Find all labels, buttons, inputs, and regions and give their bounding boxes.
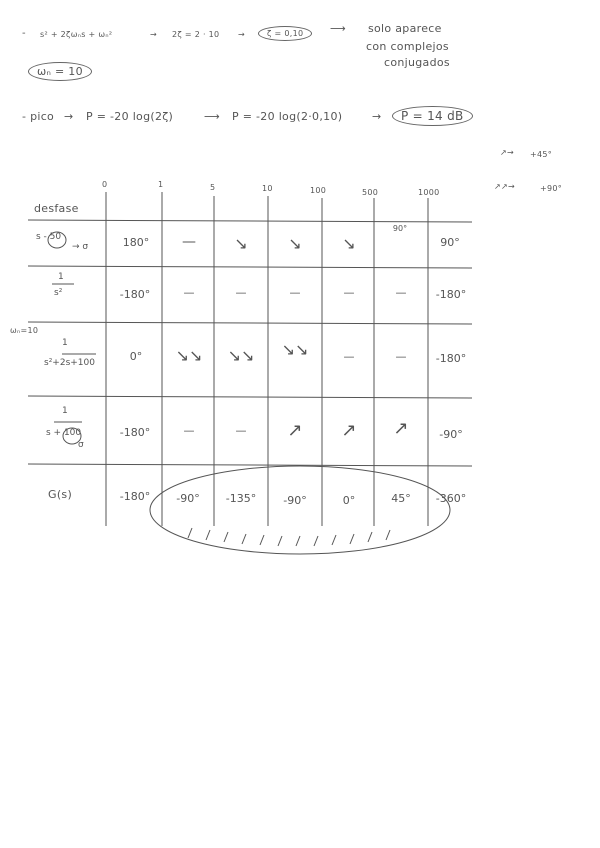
cell: — — [289, 286, 301, 299]
cell: ↘↘ — [281, 340, 309, 359]
row4-subscript: σ — [78, 440, 84, 450]
highlight-ellipse — [150, 466, 450, 554]
cell: ↘ — [234, 234, 248, 253]
wn-box: ωₙ = 10 — [28, 62, 92, 81]
cell: ↘ — [288, 234, 302, 253]
cell: 0° — [342, 494, 356, 507]
zeta-result: ζ = 0,10 — [258, 26, 312, 41]
long-arrow-glyph: ⟶ — [330, 22, 347, 35]
arrow-glyph: → — [372, 110, 382, 123]
arrow-glyph: → — [238, 30, 246, 39]
cell: ↗ — [341, 420, 357, 441]
cell: -90° — [439, 428, 463, 441]
legend-single-value: +45° — [530, 150, 553, 159]
freq-label: 100 — [310, 186, 327, 195]
row4-denominator: s + 100 — [46, 428, 82, 438]
wn-side-note: ωₙ=10 — [10, 326, 39, 335]
pico-substituted: P = -20 log(2·0,10) — [232, 110, 343, 123]
cell: ↘ — [342, 234, 356, 253]
freq-label: 5 — [210, 183, 216, 192]
pico-formula: P = -20 log(2ζ) — [86, 110, 174, 123]
characteristic-equation: s² + 2ζωₙs + ωₙ² — [40, 30, 113, 39]
freq-label: 0 — [102, 180, 108, 189]
single-arrow-icon: ↗→ — [500, 148, 515, 157]
table-header-label: desfase — [34, 202, 79, 215]
freq-label: 1 — [158, 180, 164, 189]
dash-marker: - — [22, 28, 26, 39]
row5-label: G(s) — [48, 488, 73, 501]
cell: -90° — [176, 492, 200, 505]
row1-expression: s - 50 — [36, 232, 62, 242]
cell: — — [343, 286, 355, 299]
row3-numerator: 1 — [62, 338, 68, 348]
double-arrow-icon: ↗↗→ — [494, 182, 516, 191]
cell: 180° — [122, 236, 150, 249]
arrow-glyph: → — [150, 30, 158, 39]
arrow-glyph: → — [64, 110, 74, 123]
cell: ↘↘ — [175, 346, 203, 365]
cell: — — [395, 286, 407, 299]
row2-denominator: s² — [54, 288, 63, 298]
cell: 0° — [129, 350, 143, 363]
row4-numerator: 1 — [62, 406, 68, 416]
cell: 90° — [392, 224, 408, 233]
row2-numerator: 1 — [58, 272, 64, 282]
cell: ↗ — [287, 420, 303, 441]
cell: -360° — [435, 492, 467, 505]
cell: -180° — [119, 288, 151, 301]
cell: — — [183, 424, 195, 437]
legend-double-value: +90° — [540, 184, 563, 193]
cell: -180° — [435, 352, 467, 365]
row1-subscript: → σ — [72, 242, 89, 252]
cell: — — [182, 234, 196, 250]
comment-line-3: conjugados — [384, 56, 450, 69]
cell: -180° — [435, 288, 467, 301]
pico-label: - pico — [22, 110, 55, 123]
cell: — — [235, 286, 247, 299]
comment-line-1: solo aparece — [368, 22, 442, 35]
zeta-equation: 2ζ = 2 · 10 — [172, 30, 220, 39]
cell: — — [395, 350, 407, 363]
freq-label: 1000 — [418, 188, 440, 197]
cell: 90° — [440, 236, 460, 249]
freq-label: 10 — [262, 184, 273, 193]
cell: — — [235, 424, 247, 437]
cell: -135° — [225, 492, 257, 505]
long-arrow-glyph: ⟶ — [204, 110, 221, 123]
cell: -90° — [283, 494, 307, 507]
row3-denominator: s²+2s+100 — [44, 358, 95, 368]
cell: -180° — [119, 426, 151, 439]
comment-line-2: con complejos — [366, 40, 449, 53]
cell: — — [183, 286, 195, 299]
cell: ↘↘ — [227, 346, 255, 365]
cell: ↗ — [393, 418, 409, 439]
cell: -180° — [119, 490, 151, 503]
cell: 45° — [391, 492, 411, 505]
freq-label: 500 — [362, 188, 379, 197]
cell: — — [343, 350, 355, 363]
pico-result: P = 14 dB — [392, 106, 473, 126]
